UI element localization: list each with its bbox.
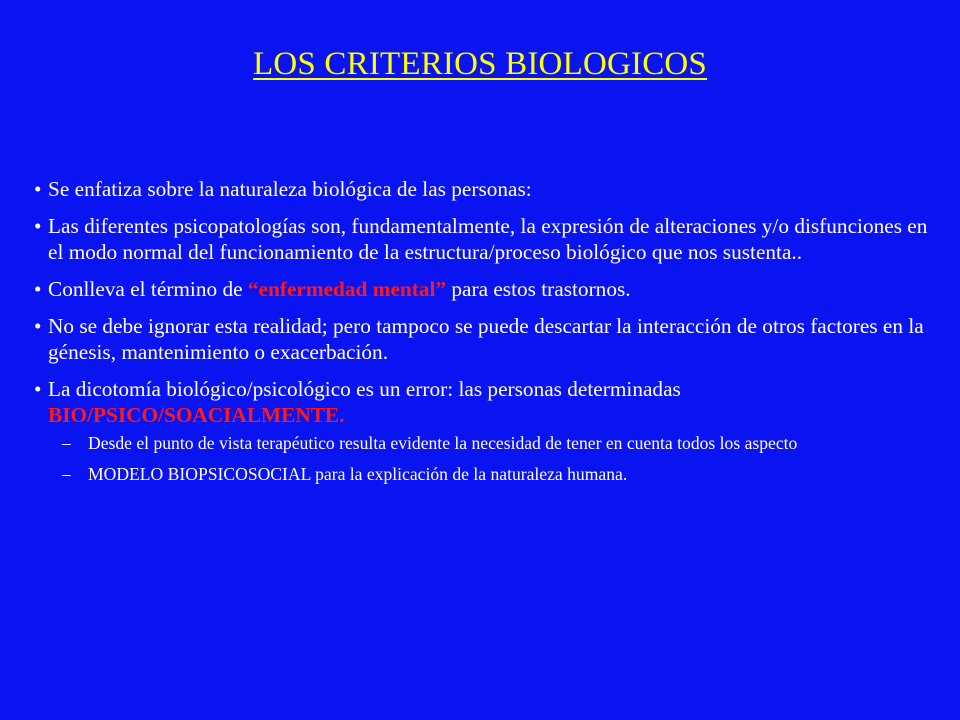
dash-glyph: –	[62, 464, 71, 484]
highlight-term: “enfermedad mental”	[247, 277, 447, 301]
highlight-term: BIO/PSICO/SOACIALMENTE.	[48, 403, 345, 427]
bullet-dot: •	[34, 214, 42, 238]
sub-bullet-list	[48, 432, 944, 486]
bullet-item	[34, 276, 944, 302]
bullet-item	[34, 213, 944, 265]
bullet-text: Las diferentes psicopatologías son, fundamentalmente, la expresión de alteraciones y/o disfunciones en el modo normal del funcionamiento de la estructura/proceso biológico que nos sustenta..	[48, 214, 928, 264]
sub-bullet-item	[34, 432, 944, 455]
bullet-item	[34, 376, 944, 486]
bullet-dot: •	[34, 177, 42, 201]
bullet-text-after: para estos trastornos.	[446, 277, 631, 301]
bullet-text: No se debe ignorar esta realidad; pero tampoco se puede descartar la interacción de otros factores en la génesis, mantenimiento o exacerbación.	[48, 314, 924, 364]
bullet-text	[48, 376, 944, 428]
bullet-dot: •	[34, 377, 42, 401]
sub-bullet-text: MODELO BIOPSICOSOCIAL para la explicación de la naturaleza humana.	[88, 464, 628, 484]
sub-bullet-item	[34, 463, 944, 486]
dash-glyph: –	[62, 433, 71, 453]
sub-bullet-text: Desde el punto de vista terapéutico resulta evidente la necesidad de tener en cuenta todos los aspecto	[88, 433, 798, 453]
bullet-text-before: La dicotomía biológico/psicológico es un error: las personas determinadas	[48, 377, 681, 401]
bullet-text	[48, 276, 944, 302]
bullet-list	[34, 176, 944, 497]
bullet-item	[34, 313, 944, 365]
bullet-item	[34, 176, 944, 202]
bullet-text: Se enfatiza sobre la naturaleza biológica de las personas:	[48, 177, 532, 201]
slide-title: LOS CRITERIOS BIOLOGICOS	[253, 46, 707, 82]
bullet-dot: •	[34, 277, 42, 301]
bullet-text-before: Conlleva el término de	[48, 277, 248, 301]
bullet-dot: •	[34, 314, 42, 338]
